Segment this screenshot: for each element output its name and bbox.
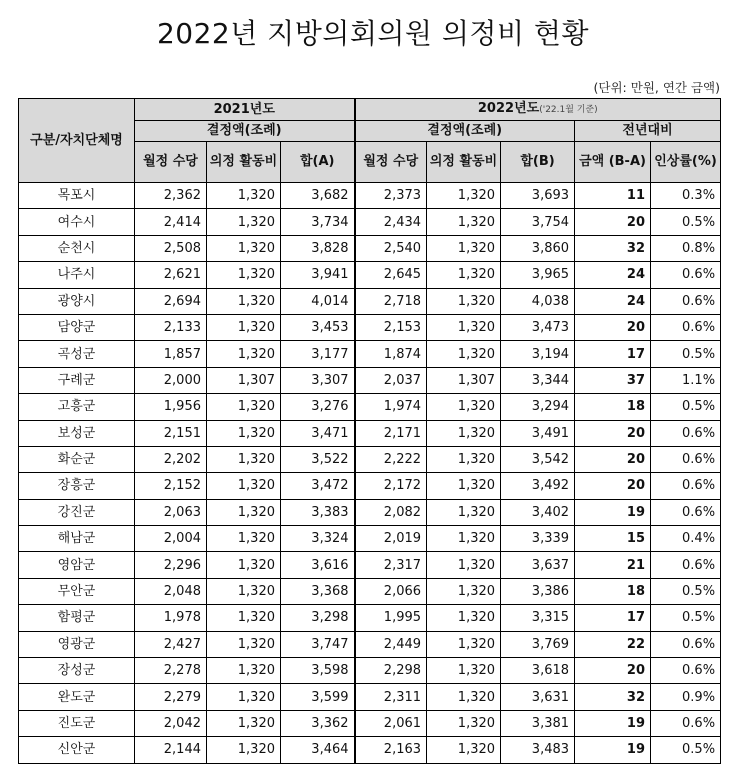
table-cell: 2,000 xyxy=(135,367,207,393)
region-name: 해남군 xyxy=(19,526,135,552)
table-row xyxy=(19,473,721,499)
table-cell: 2,153 xyxy=(355,314,427,340)
table-cell: 0.5% xyxy=(651,605,721,631)
table-cell: 1,320 xyxy=(427,658,501,684)
table-cell: 0.6% xyxy=(651,420,721,446)
region-name: 완도군 xyxy=(19,684,135,710)
table-cell: 1,320 xyxy=(427,684,501,710)
table-cell: 19 xyxy=(575,710,651,736)
table-cell: 20 xyxy=(575,446,651,472)
table-cell: 1,320 xyxy=(207,473,281,499)
table-cell: 1,320 xyxy=(207,183,281,209)
table-cell: 1,320 xyxy=(207,288,281,314)
region-name: 고흥군 xyxy=(19,394,135,420)
table-cell: 2,042 xyxy=(135,710,207,736)
table-cell: 1,320 xyxy=(207,446,281,472)
table-cell: 3,754 xyxy=(501,209,575,235)
table-cell: 3,522 xyxy=(281,446,355,472)
table-row xyxy=(19,526,721,552)
table-cell: 21 xyxy=(575,552,651,578)
table-cell: 3,464 xyxy=(281,737,355,763)
table-cell: 0.5% xyxy=(651,394,721,420)
table-cell: 0.6% xyxy=(651,314,721,340)
table-cell: 2,066 xyxy=(355,578,427,604)
unit-note: (단위: 만원, 연간 금액) xyxy=(593,80,720,95)
region-name: 장성군 xyxy=(19,658,135,684)
table-cell: 3,339 xyxy=(501,526,575,552)
table-cell: 18 xyxy=(575,394,651,420)
table-cell: 2,004 xyxy=(135,526,207,552)
table-cell: 2,144 xyxy=(135,737,207,763)
year-2021-header: 2021년도 xyxy=(135,99,355,121)
table-row xyxy=(19,314,721,340)
table-cell: 1,320 xyxy=(427,710,501,736)
table-cell: 3,483 xyxy=(501,737,575,763)
table-cell: 3,769 xyxy=(501,631,575,657)
table-cell: 2,362 xyxy=(135,183,207,209)
page-title: 2022년 지방의회의원 의정비 현황 xyxy=(156,17,590,50)
table-cell: 2,427 xyxy=(135,631,207,657)
activity-header: 의정 활동비 xyxy=(207,142,281,183)
table-cell: 19 xyxy=(575,499,651,525)
table-cell: 3,177 xyxy=(281,341,355,367)
table-row xyxy=(19,235,721,261)
table-cell: 0.6% xyxy=(651,262,721,288)
table-cell: 3,828 xyxy=(281,235,355,261)
table-cell: 3,693 xyxy=(501,183,575,209)
table-cell: 0.6% xyxy=(651,658,721,684)
table-cell: 2,645 xyxy=(355,262,427,288)
table-cell: 1,320 xyxy=(427,235,501,261)
table-cell: 2,163 xyxy=(355,737,427,763)
table-cell: 1,320 xyxy=(427,605,501,631)
sum-a-header: 합(A) xyxy=(281,142,355,183)
table-row xyxy=(19,341,721,367)
table-cell: 0.6% xyxy=(651,710,721,736)
table-cell: 1,995 xyxy=(355,605,427,631)
table-cell: 2,133 xyxy=(135,314,207,340)
table-cell: 3,941 xyxy=(281,262,355,288)
table-cell: 20 xyxy=(575,473,651,499)
table-cell: 2,449 xyxy=(355,631,427,657)
table-cell: 3,344 xyxy=(501,367,575,393)
table-cell: 17 xyxy=(575,605,651,631)
allowance-table xyxy=(18,98,721,764)
table-cell: 3,453 xyxy=(281,314,355,340)
region-name: 영광군 xyxy=(19,631,135,657)
table-cell: 1,320 xyxy=(427,499,501,525)
table-cell: 2,171 xyxy=(355,420,427,446)
table-cell: 4,038 xyxy=(501,288,575,314)
table-cell: 1,320 xyxy=(207,605,281,631)
table-cell: 2,694 xyxy=(135,288,207,314)
table-cell: 2,621 xyxy=(135,262,207,288)
table-cell: 3,383 xyxy=(281,499,355,525)
decided-2022-header: 결정액(조례) xyxy=(355,121,575,142)
table-cell: 1,857 xyxy=(135,341,207,367)
table-cell: 1,320 xyxy=(427,526,501,552)
table-cell: 3,307 xyxy=(281,367,355,393)
table-cell: 0.5% xyxy=(651,578,721,604)
table-cell: 1,320 xyxy=(207,526,281,552)
table-cell: 3,637 xyxy=(501,552,575,578)
table-cell: 32 xyxy=(575,235,651,261)
region-name: 장흥군 xyxy=(19,473,135,499)
region-name: 순천시 xyxy=(19,235,135,261)
sum-b-header: 합(B) xyxy=(501,142,575,183)
table-cell: 2,048 xyxy=(135,578,207,604)
table-cell: 2,298 xyxy=(355,658,427,684)
table-cell: 3,682 xyxy=(281,183,355,209)
table-cell: 1,320 xyxy=(207,658,281,684)
table-cell: 3,965 xyxy=(501,262,575,288)
table-cell: 0.8% xyxy=(651,235,721,261)
region-name: 진도군 xyxy=(19,710,135,736)
table-row xyxy=(19,420,721,446)
table-cell: 11 xyxy=(575,183,651,209)
region-name: 구례군 xyxy=(19,367,135,393)
table-cell: 3,599 xyxy=(281,684,355,710)
table-cell: 3,298 xyxy=(281,605,355,631)
table-cell: 3,381 xyxy=(501,710,575,736)
table-row xyxy=(19,737,721,763)
table-cell: 1,320 xyxy=(427,473,501,499)
table-cell: 3,471 xyxy=(281,420,355,446)
table-cell: 1,320 xyxy=(427,314,501,340)
table-cell: 1,320 xyxy=(207,235,281,261)
table-cell: 1,978 xyxy=(135,605,207,631)
table-cell: 2,311 xyxy=(355,684,427,710)
table-cell: 37 xyxy=(575,367,651,393)
table-cell: 3,747 xyxy=(281,631,355,657)
table-cell: 2,151 xyxy=(135,420,207,446)
table-cell: 2,508 xyxy=(135,235,207,261)
region-name: 함평군 xyxy=(19,605,135,631)
table-cell: 0.6% xyxy=(651,473,721,499)
table-cell: 0.6% xyxy=(651,631,721,657)
table-row xyxy=(19,367,721,393)
table-row xyxy=(19,262,721,288)
table-cell: 1,320 xyxy=(207,710,281,736)
table-cell: 4,014 xyxy=(281,288,355,314)
table-row xyxy=(19,446,721,472)
table-row xyxy=(19,183,721,209)
table-cell: 3,491 xyxy=(501,420,575,446)
table-cell: 3,368 xyxy=(281,578,355,604)
table-cell: 2,718 xyxy=(355,288,427,314)
table-cell: 1,320 xyxy=(207,209,281,235)
region-name: 나주시 xyxy=(19,262,135,288)
table-cell: 3,194 xyxy=(501,341,575,367)
table-cell: 3,618 xyxy=(501,658,575,684)
decided-2021-header: 결정액(조례) xyxy=(135,121,355,142)
table-cell: 1,320 xyxy=(207,499,281,525)
table-cell: 3,386 xyxy=(501,578,575,604)
row-header: 구분/자치단체명 xyxy=(19,99,135,183)
table-cell: 0.6% xyxy=(651,552,721,578)
table-cell: 1,320 xyxy=(207,420,281,446)
table-cell: 1,320 xyxy=(427,209,501,235)
table-cell: 1,974 xyxy=(355,394,427,420)
table-cell: 1,320 xyxy=(207,737,281,763)
table-cell: 2,414 xyxy=(135,209,207,235)
table-cell: 3,324 xyxy=(281,526,355,552)
monthly-header: 월정 수당 xyxy=(135,142,207,183)
table-cell: 0.4% xyxy=(651,526,721,552)
table-cell: 3,294 xyxy=(501,394,575,420)
table-cell: 0.5% xyxy=(651,341,721,367)
table-row xyxy=(19,684,721,710)
table-cell: 1,320 xyxy=(427,420,501,446)
table-cell: 1,320 xyxy=(427,631,501,657)
table-cell: 1,320 xyxy=(207,631,281,657)
table-cell: 3,315 xyxy=(501,605,575,631)
table-cell: 1,320 xyxy=(427,578,501,604)
table-cell: 0.6% xyxy=(651,499,721,525)
table-cell: 1,874 xyxy=(355,341,427,367)
table-cell: 1,320 xyxy=(207,341,281,367)
table-cell: 3,542 xyxy=(501,446,575,472)
region-name: 광양시 xyxy=(19,288,135,314)
region-name: 강진군 xyxy=(19,499,135,525)
region-name: 영암군 xyxy=(19,552,135,578)
table-cell: 0.6% xyxy=(651,288,721,314)
table-cell: 18 xyxy=(575,578,651,604)
year-2022-note: ('22.1월 기준) xyxy=(539,105,598,115)
table-cell: 2,222 xyxy=(355,446,427,472)
table-row xyxy=(19,710,721,736)
table-cell: 1,956 xyxy=(135,394,207,420)
table-cell: 2,540 xyxy=(355,235,427,261)
table-cell: 24 xyxy=(575,262,651,288)
table-cell: 2,061 xyxy=(355,710,427,736)
table-cell: 3,860 xyxy=(501,235,575,261)
table-cell: 3,402 xyxy=(501,499,575,525)
table-cell: 2,082 xyxy=(355,499,427,525)
table-cell: 22 xyxy=(575,631,651,657)
table-cell: 19 xyxy=(575,737,651,763)
table-cell: 3,362 xyxy=(281,710,355,736)
region-name: 담양군 xyxy=(19,314,135,340)
region-name: 곡성군 xyxy=(19,341,135,367)
region-name: 보성군 xyxy=(19,420,135,446)
table-cell: 2,037 xyxy=(355,367,427,393)
table-cell: 2,296 xyxy=(135,552,207,578)
table-cell: 1,320 xyxy=(427,183,501,209)
table-cell: 2,019 xyxy=(355,526,427,552)
table-cell: 0.3% xyxy=(651,183,721,209)
table-row xyxy=(19,288,721,314)
table-cell: 1,320 xyxy=(427,341,501,367)
table-cell: 3,616 xyxy=(281,552,355,578)
table-cell: 20 xyxy=(575,420,651,446)
table-cell: 1,320 xyxy=(207,578,281,604)
table-cell: 1,320 xyxy=(427,288,501,314)
activity2-header: 의정 활동비 xyxy=(427,142,501,183)
table-cell: 17 xyxy=(575,341,651,367)
table-cell: 1,320 xyxy=(207,684,281,710)
table-cell: 2,373 xyxy=(355,183,427,209)
table-cell: 3,472 xyxy=(281,473,355,499)
table-cell: 2,434 xyxy=(355,209,427,235)
table-cell: 1,320 xyxy=(207,314,281,340)
table-cell: 2,202 xyxy=(135,446,207,472)
table-row xyxy=(19,658,721,684)
region-name: 목포시 xyxy=(19,183,135,209)
rate-header: 인상률(%) xyxy=(651,142,721,183)
table-row xyxy=(19,394,721,420)
table-row xyxy=(19,578,721,604)
yoy-header: 전년대비 xyxy=(575,121,721,142)
table-cell: 1,307 xyxy=(427,367,501,393)
table-cell: 0.6% xyxy=(651,446,721,472)
table-cell: 0.9% xyxy=(651,684,721,710)
table-cell: 1,320 xyxy=(427,737,501,763)
table-cell: 3,598 xyxy=(281,658,355,684)
table-cell: 15 xyxy=(575,526,651,552)
table-row xyxy=(19,209,721,235)
table-cell: 1,320 xyxy=(427,262,501,288)
table-cell: 0.5% xyxy=(651,209,721,235)
table-cell: 3,473 xyxy=(501,314,575,340)
table-cell: 1,320 xyxy=(207,394,281,420)
monthly2-header: 월정 수당 xyxy=(355,142,427,183)
table-cell: 2,279 xyxy=(135,684,207,710)
region-name: 여수시 xyxy=(19,209,135,235)
table-cell: 1,320 xyxy=(427,394,501,420)
table-cell: 1,320 xyxy=(207,552,281,578)
table-row xyxy=(19,499,721,525)
table-cell: 3,276 xyxy=(281,394,355,420)
table-cell: 3,631 xyxy=(501,684,575,710)
table-cell: 2,317 xyxy=(355,552,427,578)
table-cell: 2,172 xyxy=(355,473,427,499)
table-cell: 3,492 xyxy=(501,473,575,499)
region-name: 화순군 xyxy=(19,446,135,472)
region-name: 무안군 xyxy=(19,578,135,604)
table-row xyxy=(19,631,721,657)
table-cell: 1,320 xyxy=(427,552,501,578)
table-row xyxy=(19,552,721,578)
table-cell: 3,734 xyxy=(281,209,355,235)
table-cell: 0.5% xyxy=(651,737,721,763)
table-cell: 20 xyxy=(575,314,651,340)
table-cell: 24 xyxy=(575,288,651,314)
table-cell: 32 xyxy=(575,684,651,710)
amount-header: 금액 (B-A) xyxy=(575,142,651,183)
table-row xyxy=(19,605,721,631)
table-cell: 20 xyxy=(575,209,651,235)
table-cell: 1,307 xyxy=(207,367,281,393)
table-cell: 1.1% xyxy=(651,367,721,393)
region-name: 신안군 xyxy=(19,737,135,763)
table-cell: 2,063 xyxy=(135,499,207,525)
table-cell: 1,320 xyxy=(207,262,281,288)
year-2022-label: 2022년도 xyxy=(477,101,540,116)
table-cell: 20 xyxy=(575,658,651,684)
year-2022-header xyxy=(355,99,721,121)
table-cell: 2,278 xyxy=(135,658,207,684)
table-cell: 1,320 xyxy=(427,446,501,472)
table-cell: 2,152 xyxy=(135,473,207,499)
